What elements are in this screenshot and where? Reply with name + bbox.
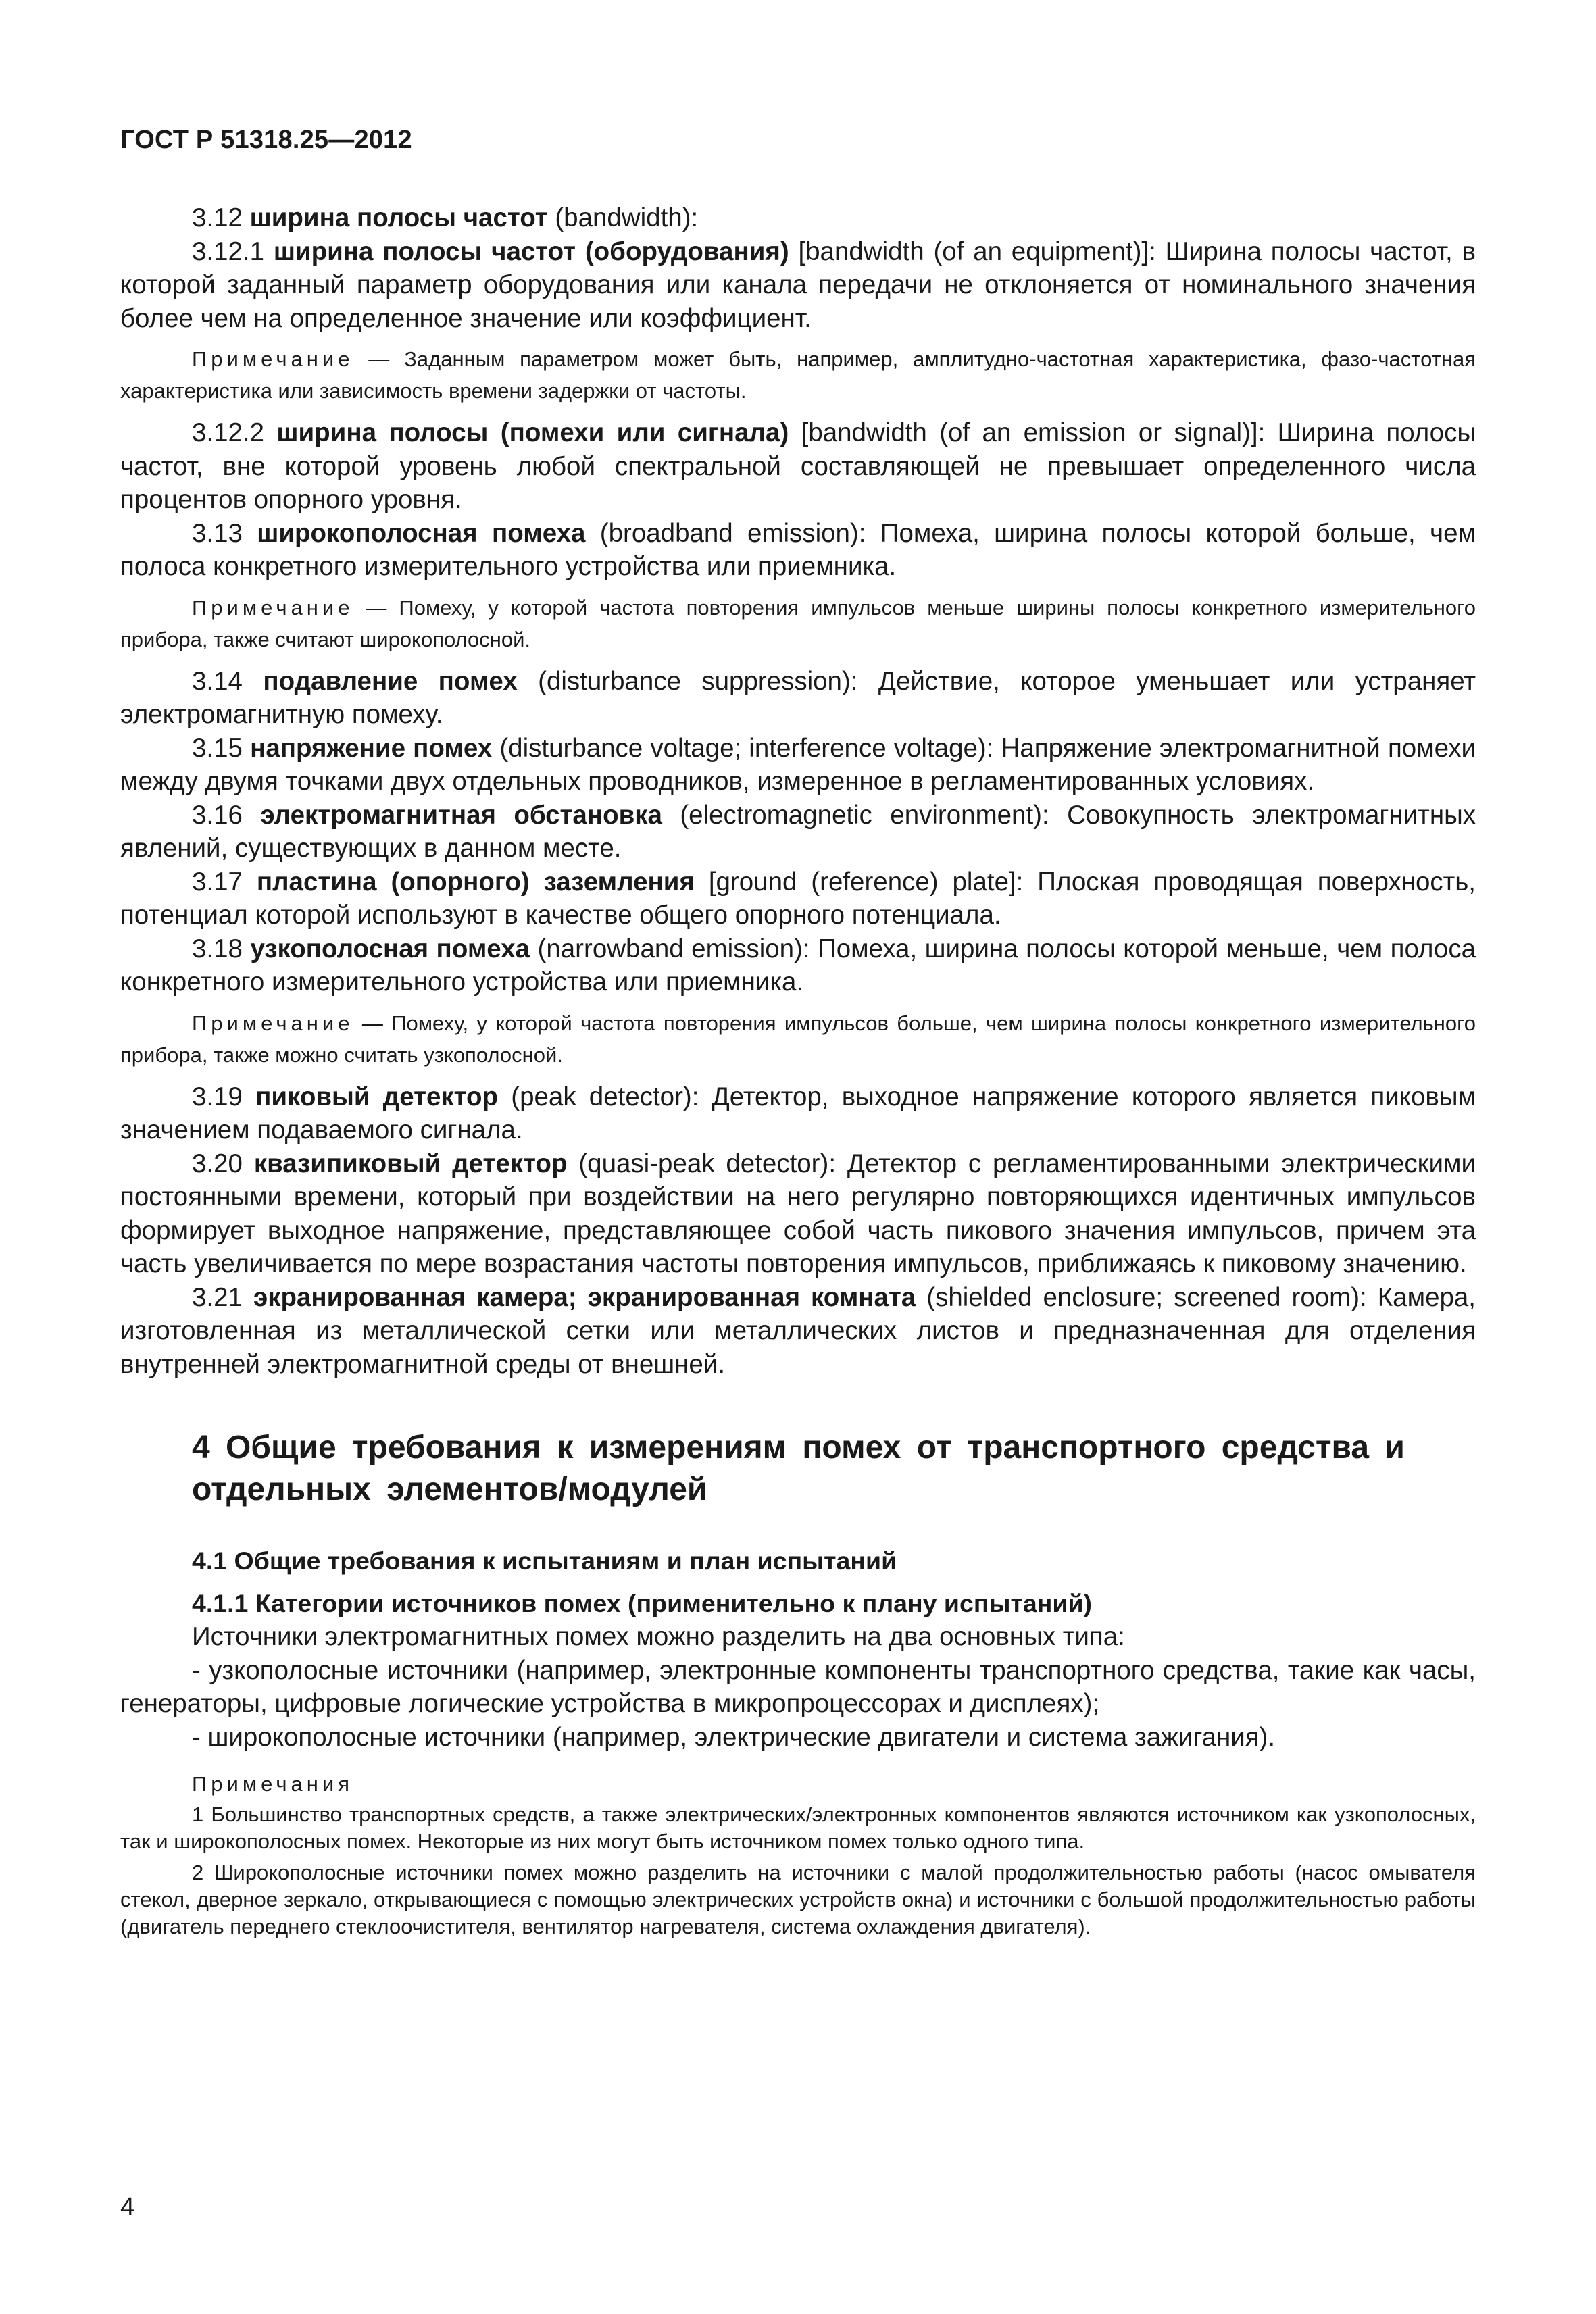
definition-3-13 xyxy=(120,517,1476,584)
clause-number: 3.12.1 xyxy=(192,236,265,266)
definition-3-12-1 xyxy=(120,235,1476,336)
term: напряжение помех xyxy=(250,733,493,763)
note-label: Примечание xyxy=(192,1011,354,1035)
term: квазипиковый детектор xyxy=(253,1149,568,1178)
definition-3-12-2 xyxy=(120,416,1476,517)
definition-3-14 xyxy=(120,665,1476,732)
definition-text: (quasi-peak detector): Детектор с регламентированными электрическими постоянными времени, который при воздействии на него регулярно повторяющихся идентичных импульсов формирует выходное напряжение, представляющее собой часть пикового значения импульсов, причем эта часть увеличивается по мере возрастания частоты повторения импульсов, приближаясь к пиковому значению. xyxy=(120,1149,1476,1278)
clause-number: 3.15 xyxy=(192,733,243,763)
term: пластина (опорного) заземления xyxy=(256,867,695,897)
definition-3-16 xyxy=(120,799,1476,865)
document-body xyxy=(120,201,1476,1944)
clause-number: 3.13 xyxy=(192,518,243,548)
note-text: — Заданным параметром может быть, например, амплитудно-частотная характеристика, фазо-частотная характеристика или зависимость времени задержки от частоты. xyxy=(120,347,1476,403)
notes-title: Примечания xyxy=(192,1772,353,1796)
definition-3-15 xyxy=(120,732,1476,799)
note-2: 2 Широкополосные источники помех можно разделить на источники с малой продолжительностью работы (насос омывателя стекол, дверное зеркало, открывающиеся с помощью электрических устройств окна) и источники с большой продолжительностью работы (двигатель переднего стеклоочистителя, вентилятор нагревателя, система охлаждения двигателя). xyxy=(120,1861,1476,1938)
note-label: Примечание xyxy=(192,595,354,620)
definition-3-20 xyxy=(120,1147,1476,1281)
definition-text: (shielded enclosure; screened room): Камера, изготовленная из металлической сетки или металлических листов и предназначенная для отделения внутренней электромагнитной среды от внешней. xyxy=(120,1282,1476,1379)
definition-3-18 xyxy=(120,932,1476,999)
term: ширина полосы частот (оборудования) xyxy=(273,236,789,266)
note-text: — Помеху, у которой частота повторения импульсов меньше ширины полосы конкретного измерительного прибора, также считают широкополосной. xyxy=(120,595,1476,651)
clause-number: 3.16 xyxy=(192,800,243,830)
clause-number: 3.21 xyxy=(192,1282,243,1312)
term: пиковый детектор xyxy=(255,1082,499,1111)
list-item-broadband: - широкополосные источники (например, электрические двигатели и система зажигания). xyxy=(192,1722,1276,1752)
definition-text: (disturbance voltage; interference voltage): Напряжение электромагнитной помехи между двумя точками двух отдельных проводников, измеренное в регламентированных условиях. xyxy=(120,733,1476,796)
definition-text: (peak detector): Детектор, выходное напряжение которого является пиковым значением подаваемого сигнала. xyxy=(120,1082,1476,1145)
note-label: Примечание xyxy=(192,347,354,371)
subsection-4-1-1-heading: 4.1.1 Категории источников помех (применительно к плану испытаний) xyxy=(192,1589,1092,1617)
note-1: 1 Большинство транспортных средств, а также электрических/электронных компонентов являются источником как узкополосных, так и широкополосных помех. Некоторые из них могут быть источником помех только одного типа. xyxy=(120,1803,1476,1853)
term: узкополосная помеха xyxy=(250,934,530,963)
clause-number: 3.20 xyxy=(192,1149,243,1178)
term: подавление помех xyxy=(263,666,518,696)
clause-number: 3.18 xyxy=(192,934,243,963)
definition-text: (bandwidth): xyxy=(547,203,699,232)
definition-text: [ground (reference) plate]: Плоская проводящая поверхность, потенциал которой используют в качестве общего опорного потенциала. xyxy=(120,867,1476,930)
term: экранированная камера; экранированная комната xyxy=(253,1282,916,1312)
definition-text: [bandwidth (of an emission or signal)]: Ширина полосы частот, вне которой уровень любой спектральной составляющей не превышает определенного числа процентов опорного уровня. xyxy=(120,418,1476,514)
term: электромагнитная обстановка xyxy=(260,800,662,830)
clause-number: 3.12 xyxy=(192,203,243,232)
term: ширина полосы частот xyxy=(249,203,548,232)
note-3-18 xyxy=(120,1007,1476,1071)
note-3-12-1 xyxy=(120,343,1476,407)
definition-3-17 xyxy=(120,865,1476,932)
definition-text: (broadband emission): Помеха, ширина полосы которой больше, чем полоса конкретного измерительного устройства или приемника. xyxy=(120,518,1476,581)
term: широкополосная помеха xyxy=(257,518,586,548)
term: ширина полосы (помехи или сигнала) xyxy=(276,418,789,447)
section-4-heading: 4 Общие требования к измерениям помех от транспортного средства и отдельных элементов/модулей xyxy=(192,1430,1405,1507)
page-number: 4 xyxy=(120,2193,135,2221)
definition-3-19 xyxy=(120,1080,1476,1147)
clause-number: 3.14 xyxy=(192,666,243,696)
note-3-13 xyxy=(120,592,1476,655)
clause-number: 3.12.2 xyxy=(192,418,265,447)
note-text: — Помеху, у которой частота повторения импульсов больше, чем ширина полосы конкретного измерительного прибора, также можно считать узкополосной. xyxy=(120,1011,1476,1067)
definition-text: (disturbance suppression): Действие, которое уменьшает или устраняет электромагнитную помеху. xyxy=(120,666,1476,729)
definition-text: [bandwidth (of an equipment)]: Ширина полосы частот, в которой заданный параметр оборудования или канала передачи не отклоняется от номинального значения более чем на определенное значение или коэффициент. xyxy=(120,236,1476,333)
intro-paragraph: Источники электромагнитных помех можно разделить на два основных типа: xyxy=(192,1622,1125,1651)
definition-3-21 xyxy=(120,1281,1476,1382)
list-item-narrowband: - узкополосные источники (например, электронные компоненты транспортного средства, такие как часы, генераторы, цифровые логические устройства в микропроцессорах и дисплеях); xyxy=(120,1655,1476,1718)
clause-number: 3.19 xyxy=(192,1082,243,1111)
definition-3-12 xyxy=(120,201,1476,235)
subsection-4-1-heading: 4.1 Общие требования к испытаниям и план испытаний xyxy=(192,1546,897,1575)
definition-text: (electromagnetic environment): Совокупность электромагнитных явлений, существующих в данном месте. xyxy=(120,800,1476,863)
clause-number: 3.17 xyxy=(192,867,243,897)
definition-text: (narrowband emission): Помеха, ширина полосы которой меньше, чем полоса конкретного измерительного устройства или приемника. xyxy=(120,934,1476,997)
document-header: ГОСТ Р 51318.25—2012 xyxy=(120,126,412,154)
